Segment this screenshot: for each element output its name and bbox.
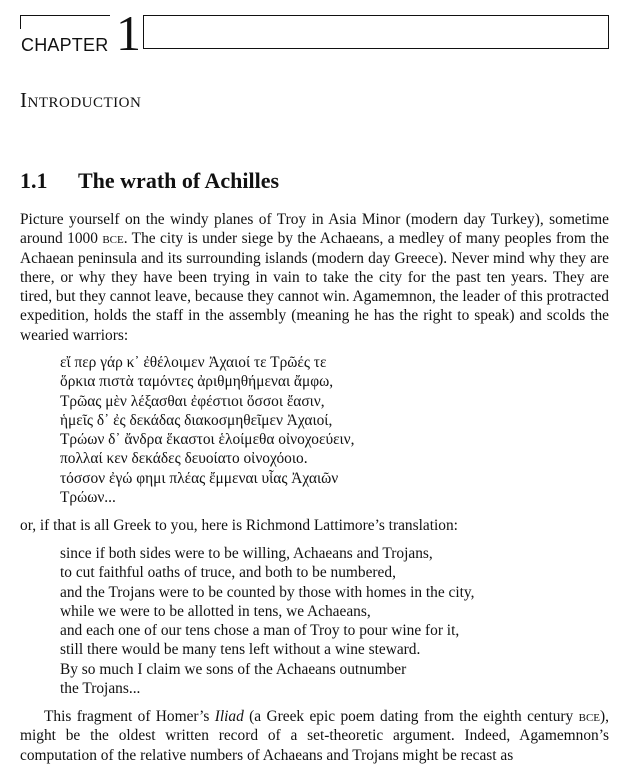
paragraph-text: (a Greek epic poem dating from the eighth century bbox=[243, 708, 579, 725]
chapter-box bbox=[143, 15, 609, 49]
verse-line: Τρώων... bbox=[60, 489, 116, 507]
greek-verse bbox=[60, 353, 354, 507]
verse-line: while we were to be allotted in tens, we Achaeans, bbox=[60, 602, 371, 620]
work-title: Iliad bbox=[214, 708, 244, 725]
chapter-rule-left-tick bbox=[20, 15, 21, 29]
verse-line: τόσσον ἐγώ φημι πλέας ἔμμεναι υἷας Ἀχαιῶν bbox=[60, 469, 339, 487]
verse-line: the Trojans... bbox=[60, 680, 141, 698]
verse-line: and the Trojans were to be counted by those with homes in the city, bbox=[60, 583, 475, 601]
paragraph-text: Picture yourself on the windy planes of Troy in Asia Minor (modern day Turkey), sometime around 1000 bbox=[20, 211, 609, 248]
verse-line: Τρῶας μὲν λέξασθαι ἐφέστιοι ὅσσοι ἔασιν, bbox=[60, 392, 325, 410]
paragraph-text: This fragment of Homer’s bbox=[44, 708, 215, 725]
verse-line: and each one of our tens chose a man of Troy to pour wine for it, bbox=[60, 622, 460, 640]
era-abbrev: bce bbox=[578, 708, 601, 725]
verse-line: By so much I claim we sons of the Achaeans outnumber bbox=[60, 660, 407, 678]
chapter-title: Introduction bbox=[20, 88, 142, 112]
english-verse bbox=[60, 544, 474, 698]
verse-line: ὅρκια πιστὰ ταμόντες ἀριθμηθήμεναι ἄμφω, bbox=[60, 373, 334, 391]
section-title: The wrath of Achilles bbox=[78, 168, 280, 193]
paragraph-fragment bbox=[20, 707, 609, 765]
chapter-label: CHAPTER bbox=[21, 35, 109, 55]
section-heading bbox=[20, 168, 279, 194]
verse-line: πολλαί κεν δεκάδες δευοίατο οἰνοχόοιο. bbox=[60, 450, 308, 468]
verse-line: since if both sides were to be willing, Achaeans and Trojans, bbox=[60, 545, 433, 562]
paragraph-intro bbox=[20, 210, 609, 345]
chapter-rule-left bbox=[20, 15, 110, 16]
paragraph-transition: or, if that is all Greek to you, here is Richmond Lattimore’s translation: bbox=[20, 517, 458, 534]
chapter-number: 1 bbox=[116, 5, 141, 61]
paragraph-text: ), might be the oldest written record of a set-theoretic argument. Indeed, Agamemnon’s computation of the relative numbers of Achaeans and Trojans might be recast as bbox=[20, 708, 609, 764]
verse-line: to cut faithful oaths of truce, and both to be numbered, bbox=[60, 564, 396, 582]
era-abbrev: bce bbox=[102, 230, 124, 248]
verse-line: Τρώων δ᾽ ἄνδρα ἕκαστοι ἑλοίμεθα οἰνοχοεύειν, bbox=[60, 431, 355, 449]
paragraph-text: . The city is under siege by the Achaeans, a medley of many peoples from the Achaean peninsula and its surrounding islands (modern day Greece). Never mind why they are there, or why they have been trying in vain to take the city for the past ten years. They are tired, but they cannot leave, because they cannot win. Agamemnon, the leader of this protracted expedition, holds the staff in the assembly (meaning he has the right to speak) and scolds the wearied warriors: bbox=[20, 230, 610, 344]
verse-line: ἡμεῖς δ᾽ ἐς δεκάδας διακοσμηθεῖμεν Ἀχαιοί, bbox=[60, 411, 333, 429]
verse-line: εἴ περ γάρ κ᾽ ἐθέλοιμεν Ἀχαιοί τε Τρῶές τε bbox=[60, 354, 327, 371]
verse-line: still there would be many tens left without a wine steward. bbox=[60, 641, 421, 659]
section-number: 1.1 bbox=[20, 168, 48, 193]
chapter-heading bbox=[20, 5, 610, 61]
